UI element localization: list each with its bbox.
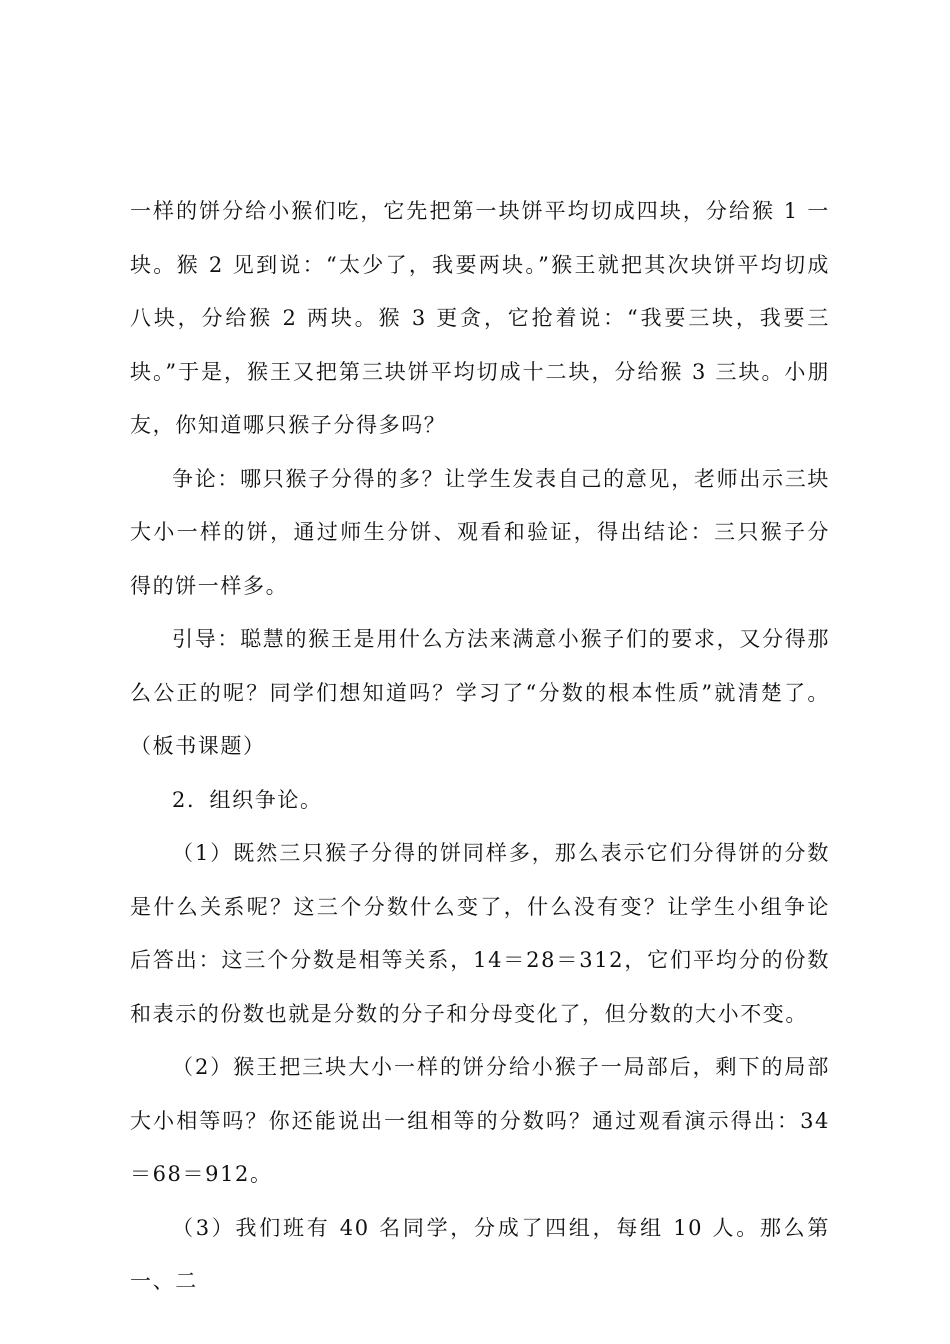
- paragraph-section-heading: 2．组织争论。: [172, 787, 323, 812]
- paragraph-item-3: （3）我们班有 40 名同学，分成了四组，每组 10 人。那么第一、二: [130, 1215, 830, 1293]
- paragraph-monkey-story: 一样的饼分给小猴们吃，它先把第一块饼平均切成四块，分给猴 1 一块。猴 2 见到说：“太少了，我要两块。”猴王就把其次块饼平均切成八块，分给猴 2 两块。猴 3 更贪，它抢着说：“我要三块，我要三块。”于是，猴王又把第三块饼平均切成十二块，分给猴 3 三块。小朋友，你知道哪只猴子分得多吗？: [130, 199, 830, 437]
- paragraph-guidance: 引导：聪慧的猴王是用什么方法来满意小猴子们的要求，又分得那么公正的呢？同学们想知道吗？学习了“分数的根本性质”就清楚了。（板书课题）: [130, 627, 830, 758]
- paragraph-item-1: （1）既然三只猴子分得的饼同样多，那么表示它们分得饼的分数是什么关系呢？这三个分数什么变了，什么没有变？让学生小组争论后答出：这三个分数是相等关系，14＝28＝312，它们平均分的份数和表示的份数也就是分数的分子和分母变化了，但分数的大小不变。: [130, 841, 830, 1026]
- paragraph-discussion: 争论：哪只猴子分得的多？让学生发表自己的意见，老师出示三块大小一样的饼，通过师生分饼、观看和验证，得出结论：三只猴子分得的饼一样多。: [130, 466, 830, 598]
- document-body: [130, 185, 830, 1309]
- paragraph-item-2: （2）猴王把三块大小一样的饼分给小猴子一局部后，剩下的局部大小相等吗？你还能说出一组相等的分数吗？通过观看演示得出：34＝68＝912。: [130, 1055, 830, 1186]
